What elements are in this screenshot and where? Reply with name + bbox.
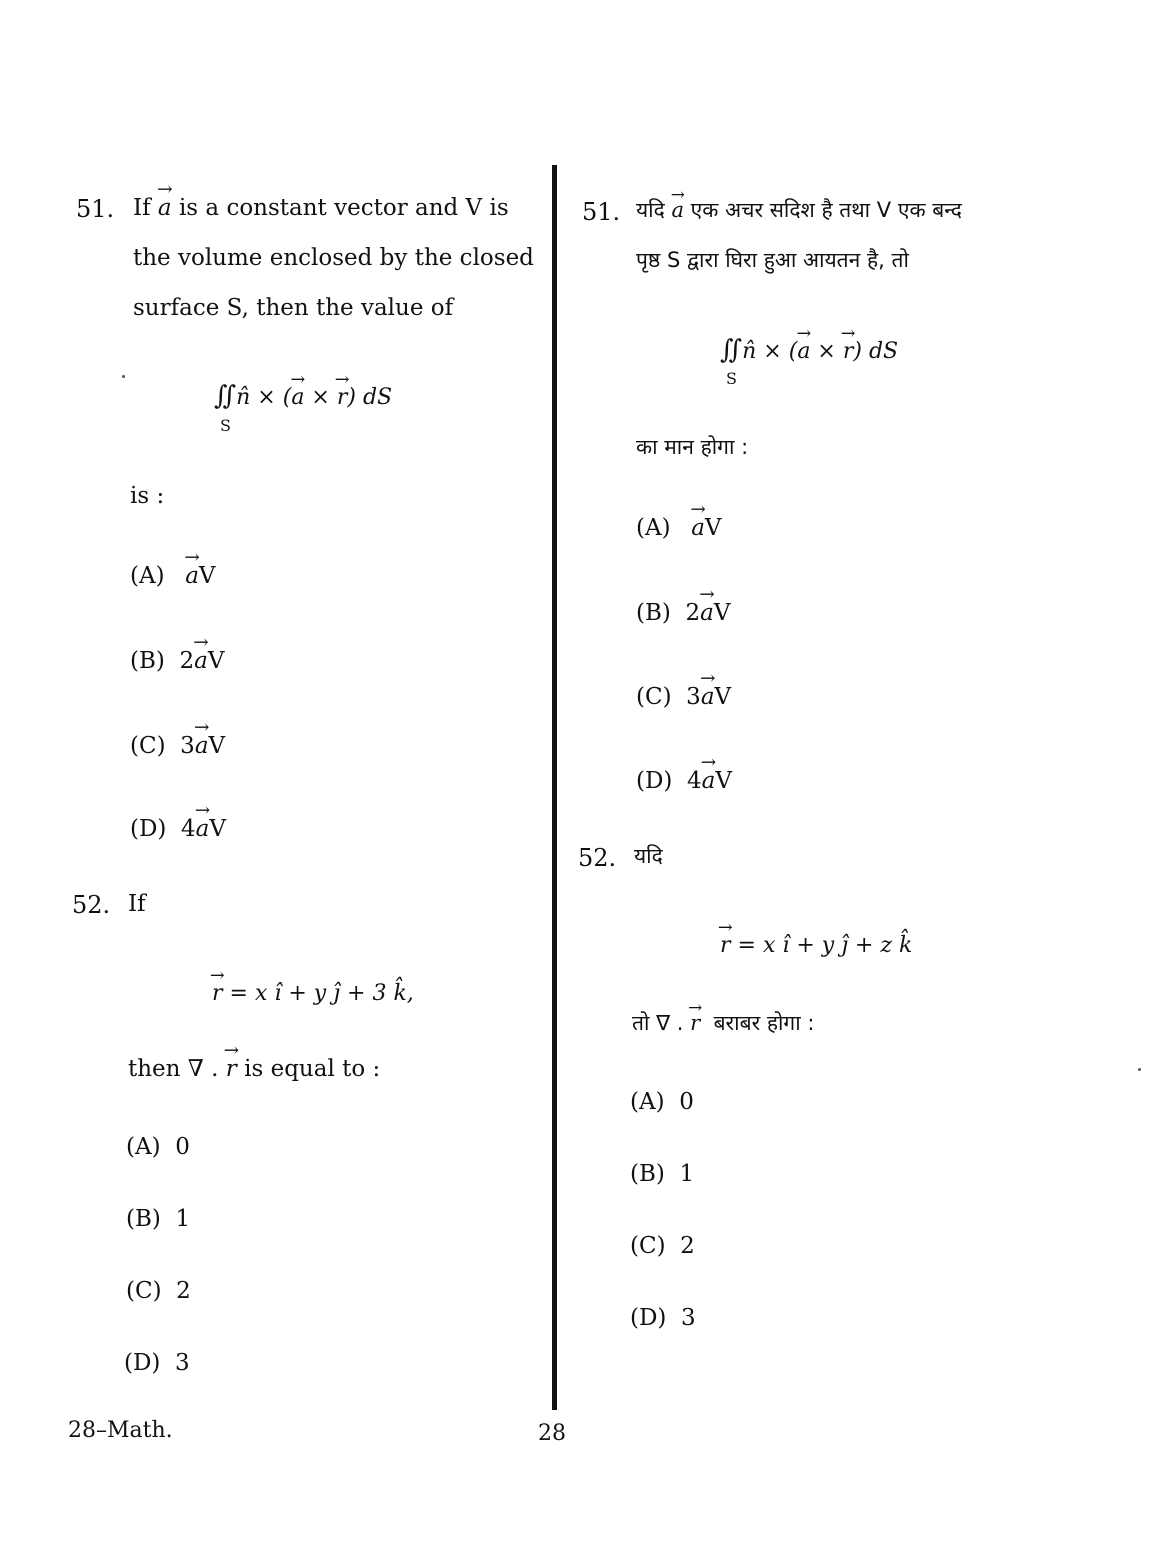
footer-subject-code: 28–Math. (68, 1418, 173, 1443)
question-lead: यदि (634, 844, 663, 868)
scan-speck (122, 375, 125, 378)
question-line-3: surface S, then the value of (133, 295, 454, 321)
question-tail: is : (130, 483, 165, 509)
position-vector-equation: → r = x î + y ĵ + z k̂ (720, 935, 912, 957)
question-line-2: the volume enclosed by the closed (133, 245, 534, 271)
option-b[interactable]: (B) 1 (630, 1161, 695, 1187)
integral-subscript: S (726, 369, 737, 388)
option-d[interactable]: (D) 3 (630, 1305, 696, 1331)
option-c[interactable]: (C) 3→ aV (130, 735, 225, 758)
position-vector-equation: → r = x î + y ĵ + 3 k̂, (212, 983, 414, 1005)
option-a[interactable]: (A) 0 (126, 1134, 190, 1160)
option-b[interactable]: (B) 2→ aV (636, 602, 730, 625)
question-tail: का मान होगा : (636, 435, 749, 459)
option-b[interactable]: (B) 1 (126, 1206, 191, 1232)
option-a[interactable]: (A) 0 (630, 1089, 694, 1115)
option-a[interactable]: (A) → aV (636, 517, 722, 540)
question-number: 52. (72, 891, 111, 919)
option-c[interactable]: (C) 2 (126, 1278, 191, 1304)
scan-speck (1138, 1068, 1141, 1071)
question-line-2: पृष्ठ S द्वारा घिरा हुआ आयतन है, तो (636, 248, 909, 272)
surface-integral-expression: ∬n̂ × (→ a × → r) dS (214, 383, 392, 409)
question-then: तो ∇ . → r बराबर होगा : (632, 1013, 814, 1034)
column-divider (552, 165, 557, 1410)
option-c[interactable]: (C) 2 (630, 1233, 695, 1259)
question-line-1: यदि → a एक अचर सदिश है तथा V एक बन्द (636, 200, 962, 221)
question-number: 52. (578, 844, 617, 872)
question-then: then ∇ . → r is equal to : (128, 1058, 380, 1081)
option-a[interactable]: (A) → aV (130, 565, 216, 588)
option-d[interactable]: (D) 4→ aV (130, 818, 226, 841)
option-b[interactable]: (B) 2→ aV (130, 650, 224, 673)
question-lead: If (128, 891, 146, 917)
question-line-1: If → a is a constant vector and V is (133, 197, 509, 220)
option-d[interactable]: (D) 4→ aV (636, 770, 732, 793)
integral-subscript: S (220, 416, 231, 435)
option-d[interactable]: (D) 3 (124, 1350, 190, 1376)
page-number: 28 (538, 1421, 566, 1446)
question-number: 51. (582, 198, 621, 226)
question-number: 51. (76, 195, 115, 223)
option-c[interactable]: (C) 3→ aV (636, 686, 731, 709)
surface-integral-expression: ∬n̂ × (→ a × → r) dS (720, 337, 898, 363)
